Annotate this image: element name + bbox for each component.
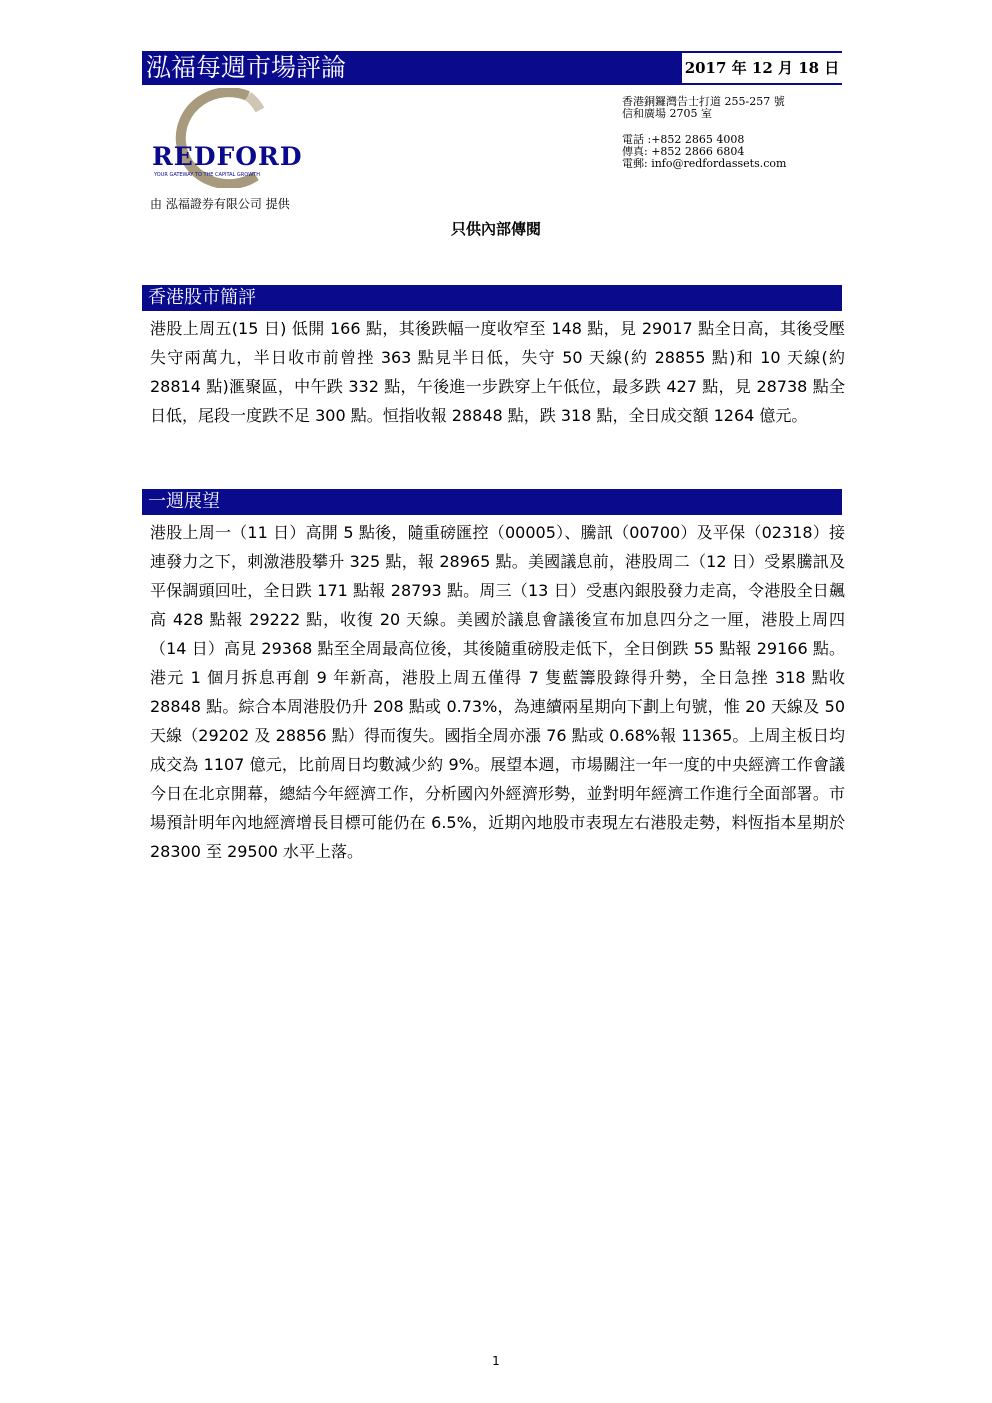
phone-line: 電話 :+852 2865 4008 <box>622 133 745 146</box>
internal-notice: 只供內部傳閱 <box>450 220 541 238</box>
section-heading-bar <box>142 285 842 311</box>
section-body: 港股上周五(15 日) 低開 166 點，其後跌幅一度收窄至 148 點，見 29017 點全日高，其後受壓失守兩萬九，半日收市前曾挫 363 點見半日低，失守 50 天線(約 28855 點)和 10 天線(約 28814 點)滙聚區，中午跌 332 點，午後進一步跌穿上午低位，最多跌 427 點，見 28738 點全日低，尾段一度跌不足 300 點。恒指收報 28848 點，跌 318 點，全日成交額 1264 億元。 <box>150 319 845 425</box>
logo-tagline: YOUR GATEWAY TO THE CAPITAL GROWTH <box>154 172 260 178</box>
logo-wordmark: REDFORD <box>152 142 303 171</box>
report-date: 2017 年 12 月 18 日 <box>682 53 842 83</box>
contact-block <box>622 96 786 170</box>
page-number: 1 <box>492 1354 500 1368</box>
address-line-2: 信和廣場 2705 室 <box>622 107 712 120</box>
provider-line: 由 泓福證券有限公司 提供 <box>150 197 290 211</box>
section-heading: 香港股市簡評 <box>148 287 256 308</box>
email-line: 電郵: info@redfordassets.com <box>622 157 787 170</box>
address-line-1: 香港銅鑼灣告士打道 255-257 號 <box>622 95 785 108</box>
report-title: 泓福每週市場評論 <box>146 53 347 82</box>
header-title-bar <box>142 51 842 85</box>
section-heading: 一週展望 <box>148 491 220 512</box>
company-logo <box>148 88 308 188</box>
section-heading-bar <box>142 489 842 515</box>
section-body: 港股上周一（11 日）高開 5 點後，隨重磅匯控（00005）、騰訊（00700）及平保（02318）接連發力之下，刺激港股攀升 325 點，報 28965 點。美國議息前，港股周二（12 日）受累騰訊及平保調頭回吐，全日跌 171 點報 28793 點。周三（13 日）受惠內銀股發力走高，令港股全日飆高 428 點報 29222 點，收復 20 天線。美國於議息會議後宣布加息四分之一厘，港股上周四（14 日）高見 29368 點至全周最高位後，其後隨重磅股走低下，全日倒跌 55 點報 29166 點。港元 1 個月拆息再創 9 年新高，港股上周五僅得 7 隻藍籌股錄得升勢，全日急挫 318 點收 28848 點。綜合本周港股仍升 208 點或 0.73%，為連續兩星期向下劃上句號，惟 20 天線及 50 天線（29202 及 28856 點）得而復失。國指全周亦漲 76 點或 0.68%報 11365。上周主板日均成交為 1107 億元，比前周日均數減少約 9%。展望本週，市場關注一年一度的中央經濟工作會議今日在北京開幕，總結今年經濟工作，分析國內外經濟形勢，並對明年經濟工作進行全面部署。市場預計明年內地經濟增長目標可能仍在 6.5%，近期內地股市表現左右港股走勢，料恆指本星期於 28300 至 29500 水平上落。 <box>150 523 845 861</box>
fax-line: 傳真: +852 2866 6804 <box>622 145 745 158</box>
